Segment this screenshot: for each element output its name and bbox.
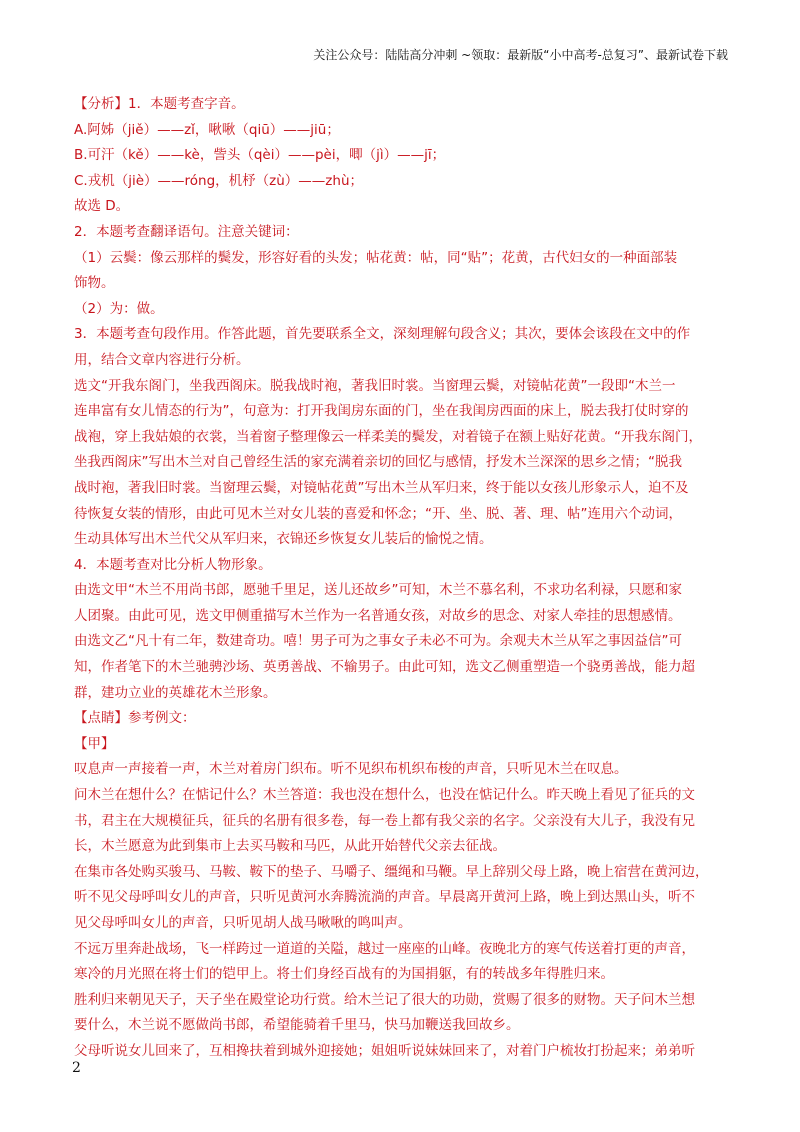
text-line: 3．本题考查句段作用。作答此题，首先要联系全文，深刻理解句段含义；其次，要体会该段在文中的作 [74,326,691,343]
answer-content [74,92,730,1065]
text-line: 生动具体写出木兰代父从军归来，衣锦还乡恢复女儿装后的愉悦之情。 [74,531,493,548]
text-line: 在集市各处购买骏马、马鞍、鞍下的垫子、马嚼子、缰绳和马鞭。早上辞别父母上路，晚上宿营在黄河边， [74,863,709,880]
text-line: 战时袍，著我旧时裳。当窗理云鬓，对镜帖花黄”写出木兰从军归来，终于能以女孩儿形象示人，迫不及 [74,479,689,496]
text-line: 书，君主在大规模征兵，征兵的名册有很多卷，每一卷上都有我父亲的名字。父亲没有大儿子，我没有兄 [74,812,695,829]
text-line: 长，木兰愿意为此到集市上去买马鞍和马匹，从此开始替代父亲去征战。 [74,838,506,855]
text-line: 2．本题考查翻译语句。注意关键词： [74,223,299,240]
text-line: 问木兰在想什么？在惦记什么？木兰答道：我也没在想什么，也没在惦记什么。昨天晚上看见了征兵的文 [74,787,695,804]
text-line: 待恢复女装的情形，由此可见木兰对女儿装的喜爱和怀念；“开、坐、脱、著、理、帖”连用六个动词， [74,505,682,522]
text-line: 不远万里奔赴战场，飞一样跨过一道道的关隘，越过一座座的山峰。夜晚北方的寒气传送着打更的声音， [74,940,695,957]
text-line: 群，建功立业的英雄花木兰形象。 [74,684,277,701]
text-line: 寒冷的月光照在将士们的铠甲上。将士们身经百战有的为国捐躯，有的转战多年得胜归来。 [74,966,614,983]
text-line: 【分析】1．本题考查字音。 [74,96,245,112]
text-line: 由选文乙“凡十有二年，数建奇功。嘻！男子可为之事女子未必不可为。余观夫木兰从军之事因益信”可 [74,633,682,650]
text-line: 用，结合文章内容进行分析。 [74,351,250,368]
text-line: 胜利归来朝见天子，天子坐在殿堂论功行赏。给木兰记了很大的功勋，赏赐了很多的财物。天子问木兰想 [74,991,695,1008]
text-line: 故选 D。 [74,198,130,215]
text-line: C.戎机（jiè）——róng，机杼（zù）——zhù； [74,172,364,189]
text-line: 【甲】 [74,735,115,752]
text-line: 叹息声一声接着一声，木兰对着房门织布。听不见织布机织布梭的声音，只听见木兰在叹息。 [74,761,628,778]
page-header: 关注公众号：陆陆高分冲刺 ~领取：最新版“小中高考-总复习”、最新试卷下载 [313,48,728,62]
text-line: 要什么，木兰说不愿做尚书郎，希望能骑着千里马，快马加鞭送我回故乡。 [74,1017,520,1034]
text-line: 父母听说女儿回来了，互相搀扶着到城外迎接她；姐姐听说妹妹回来了，对着门户梳妆打扮起来；弟弟听 [74,1042,695,1059]
text-line: 【点睛】参考例文： [74,710,196,727]
text-line: 连串富有女儿情态的行为”，句意为：打开我闺房东面的门，坐在我闺房西面的床上，脱去我打仗时穿的 [74,403,689,420]
text-line: B.可汗（kě）——kè，訾头（qèi）——pèi，唧（jì）——jī； [74,147,446,164]
text-line: A.阿姊（jiě）——zǐ，啾啾（qiū）——jiū； [74,121,340,138]
text-line: （1）云鬓：像云那样的鬓发，形容好看的头发；帖花黄：帖，同“贴”；花黄，古代妇女的一种面部装 [74,249,678,266]
text-line: 由选文甲“木兰不用尚书郎，愿驰千里足，送儿还故乡”可知，木兰不慕名利，不求功名利禄，只愿和家 [74,582,682,599]
text-line: （2）为：做。 [74,300,164,317]
text-line: 坐我西阁床”写出木兰对自己曾经生活的家充满着亲切的回忆与感情，抒发木兰深深的思乡之情；“脱我 [74,454,682,471]
text-line: 知，作者笔下的木兰驰骋沙场、英勇善战、不输男子。由此可知，选文乙侧重塑造一个骁勇善战，能力超 [74,659,695,676]
page-number: 2 [72,1060,81,1076]
text-line: 4．本题考查对比分析人物形象。 [74,556,272,573]
text-line: 听不见父母呼叫女儿的声音，只听见黄河水奔腾流淌的声音。早晨离开黄河上路，晚上到达黑山头，听不 [74,889,695,906]
text-line: 人团聚。由此可见，选文甲侧重描写木兰作为一名普通女孩，对故乡的思念、对家人牵挂的思想感情。 [74,607,682,624]
text-line: 选文“开我东阁门，坐我西阁床。脱我战时袍，著我旧时裳。当窗理云鬓，对镜帖花黄”一段即“木兰一 [74,377,676,394]
text-line: 战袍，穿上我姑娘的衣裳，当着窗子整理像云一样柔美的鬓发，对着镜子在额上贴好花黄。“开我东阁门， [74,428,702,445]
text-line: 见父母呼叫女儿的声音，只听见胡人战马啾啾的鸣叫声。 [74,915,412,931]
text-line: 饰物。 [74,275,115,292]
